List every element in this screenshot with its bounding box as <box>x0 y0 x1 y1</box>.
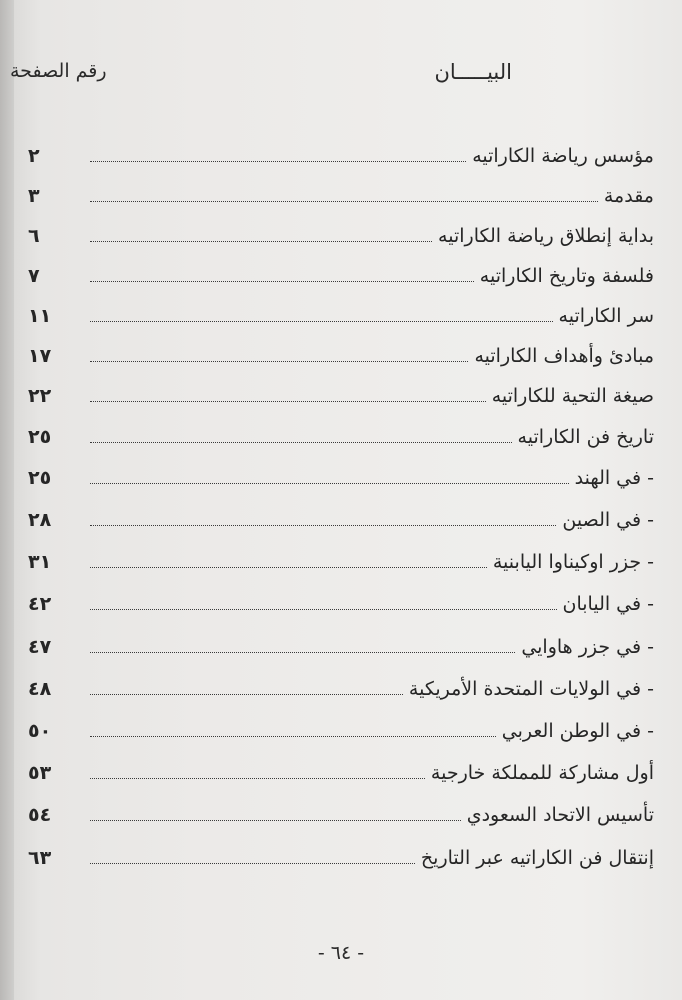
toc-entry-page: ٥٠ <box>28 720 52 742</box>
toc-entry <box>28 170 654 210</box>
dot-leader <box>90 778 425 779</box>
dot-leader <box>90 161 466 162</box>
toc-entry-title: سر الكاراتيه <box>558 305 654 327</box>
dot-leader <box>90 525 556 526</box>
toc-entry-title: - في الهند <box>574 467 654 489</box>
toc-entry <box>28 290 654 330</box>
toc-entry-page: ٦ <box>28 225 40 247</box>
toc-entry <box>28 250 654 290</box>
toc-entry <box>28 578 654 618</box>
toc-entry-page: ٤٨ <box>28 678 52 700</box>
dot-leader <box>90 652 515 653</box>
dot-leader <box>90 736 496 737</box>
toc-entry <box>28 411 654 451</box>
dot-leader <box>90 201 598 202</box>
toc-entry-title: فلسفة وتاريخ الكاراتيه <box>479 265 654 287</box>
toc-entry-page: ٢٥ <box>28 467 52 489</box>
toc-entry <box>28 452 654 492</box>
toc-entry-page: ٣ <box>28 185 40 207</box>
dot-leader <box>90 694 403 695</box>
toc-entry-title: - في الصين <box>562 509 654 531</box>
toc-entry-page: ٢ <box>28 145 40 167</box>
toc-entry-page: ٦٣ <box>28 847 52 869</box>
toc-entry-page: ٥٣ <box>28 762 52 784</box>
toc-entry-title: أول مشاركة للمملكة خارجية <box>430 762 654 784</box>
dot-leader <box>90 483 569 484</box>
toc-entry <box>28 705 654 745</box>
toc-entry-title: مقدمة <box>603 185 654 207</box>
toc-entry <box>28 789 654 829</box>
toc-entry-page: ٣١ <box>28 551 52 573</box>
toc-entry <box>28 370 654 410</box>
toc-entry <box>28 747 654 787</box>
dot-leader <box>90 567 487 568</box>
toc-entry <box>28 210 654 250</box>
dot-leader <box>90 609 557 610</box>
dot-leader <box>90 442 512 443</box>
toc-entry-title: مبادئ وأهداف الكاراتيه <box>474 345 654 367</box>
toc-entry-page: ١١ <box>28 305 52 327</box>
toc-entry-page: ٢٨ <box>28 509 52 531</box>
toc-entry-title: - في الوطن العربي <box>501 720 654 742</box>
dot-leader <box>90 281 474 282</box>
toc-entry <box>28 621 654 661</box>
toc-entry-title: مؤسس رياضة الكاراتيه <box>472 145 654 167</box>
dot-leader <box>90 820 461 821</box>
toc-entry-page: ٢٢ <box>28 385 52 407</box>
page-title: البيـــــان <box>434 60 512 84</box>
toc-entry-title: - في الولايات المتحدة الأمريكية <box>408 678 654 700</box>
dot-leader <box>90 361 468 362</box>
toc-entry-page: ٥٤ <box>28 804 52 826</box>
dot-leader <box>90 863 415 864</box>
toc-entry-title: إنتقال فن الكاراتيه عبر التاريخ <box>420 847 654 869</box>
toc-entry-page: ١٧ <box>28 345 52 367</box>
toc-entry-title: - في جزر هاوايي <box>521 636 654 658</box>
toc-entry-title: صيغة التحية للكاراتيه <box>491 385 654 407</box>
toc-entry-title: - جزر اوكيناوا اليابنية <box>492 551 654 573</box>
toc-entry <box>28 330 654 370</box>
toc-entry-title: - في اليابان <box>562 593 654 615</box>
toc-entry-page: ٧ <box>28 265 40 287</box>
toc-entry <box>28 536 654 576</box>
toc-entry-page: ٢٥ <box>28 426 52 448</box>
page-number-column-header: رقم الصفحة <box>10 60 107 82</box>
toc-entry-title: تأسيس الاتحاد السعودي <box>466 804 654 826</box>
toc-entry <box>28 130 654 170</box>
toc-entry <box>28 663 654 703</box>
toc-entry-page: ٤٧ <box>28 636 52 658</box>
toc-entry <box>28 494 654 534</box>
dot-leader <box>90 401 486 402</box>
dot-leader <box>90 241 432 242</box>
toc-entry-page: ٤٢ <box>28 593 52 615</box>
page-footer-number: - ٦٤ - <box>317 942 365 964</box>
toc-entry-title: تاريخ فن الكاراتيه <box>517 426 654 448</box>
toc-entry <box>28 832 654 872</box>
toc-entry-title: بداية إنطلاق رياضة الكاراتيه <box>438 225 654 247</box>
dot-leader <box>90 321 553 322</box>
